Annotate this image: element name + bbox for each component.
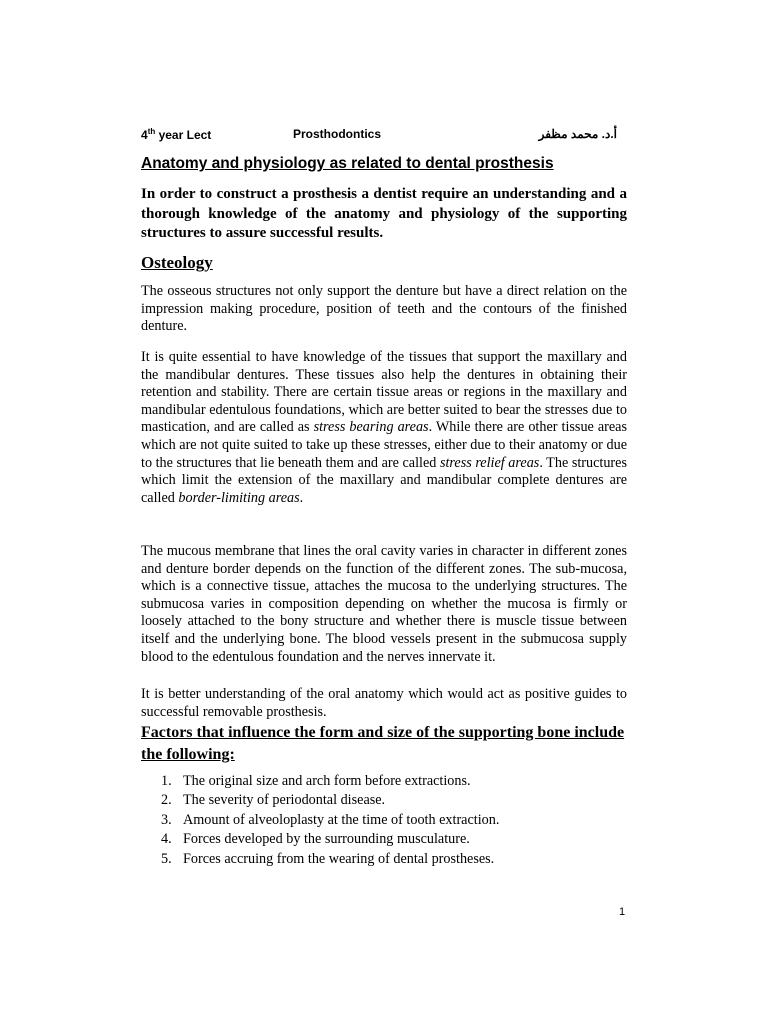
page-number: 1 bbox=[619, 906, 626, 918]
term-stress-relief: stress relief areas bbox=[439, 454, 540, 471]
list-item: 3. Amount of alveoloplasty at the time of tooth extraction. bbox=[161, 811, 500, 828]
osteology-paragraph-1: The osseous structures not only support the denture but have a direct relation on the impression making procedure, position of teeth and the contours of the finished denture. bbox=[141, 283, 627, 335]
list-item: 4. Forces developed by the surrounding musculature. bbox=[161, 831, 470, 848]
page-header bbox=[141, 127, 627, 145]
header-author: أ.د. محمد مظفر bbox=[538, 127, 617, 141]
header-lecture: 4th year Lect bbox=[141, 127, 212, 142]
mucous-membrane-paragraph: The mucous membrane that lines the oral cavity varies in character in different zones and denture border depends on the function of the different zones. The sub-mucosa, which is a connective tissue, attaches the mucosa to the underlying structures. The submucosa varies in composition depending on whether the mucosa is firmly or loosely attached to the bony structure and whether there is muscle tissue between itself and the underlying bone. The blood vessels present in the submucosa supply blood to the edentulous foundation and the nerves innervate it. bbox=[141, 543, 627, 665]
osteology-paragraph-2: It is quite essential to have knowledge of the tissues that support the maxillary and the mandibular dentures. These tissues also help the dentures in obtaining their retention and stability. There are certain tissue areas or regions in the maxillary and mandibular edentulous foundations, which are better suited to bear the stresses due to mastication, and are called as stress bearing areas. While there are other tissue areas which are not quite suited to take up these stresses, either due to their anatomy or due to the structures that lie beneath them and are called stress relief areas. The structures which limit the extension of the maxillary and mandibular complete dentures are called border-limiting areas. bbox=[141, 349, 627, 506]
factors-list bbox=[141, 772, 627, 869]
osteology-heading: Osteology bbox=[141, 253, 213, 272]
term-border-limiting: border-limiting areas bbox=[178, 489, 300, 506]
document-title: Anatomy and physiology as related to dental prosthesis bbox=[141, 155, 554, 172]
header-subject: Prosthodontics bbox=[293, 127, 382, 141]
intro-paragraph: In order to construct a prosthesis a dentist require an understanding and a thorough knowledge of the anatomy and physiology of the supporting structures to assure successful results. bbox=[141, 186, 627, 241]
term-stress-bearing: stress bearing areas bbox=[313, 419, 429, 436]
factors-heading: Factors that influence the form and size of the supporting bone include the following: bbox=[141, 724, 625, 763]
list-item: 2. The severity of periodontal disease. bbox=[161, 792, 386, 809]
list-item: 5. Forces accruing from the wearing of dental prostheses. bbox=[161, 850, 495, 867]
list-item: 1. The original size and arch form before extractions. bbox=[161, 773, 471, 789]
oral-anatomy-paragraph: It is better understanding of the oral anatomy which would act as positive guides to successful removable prosthesis. bbox=[141, 686, 627, 720]
